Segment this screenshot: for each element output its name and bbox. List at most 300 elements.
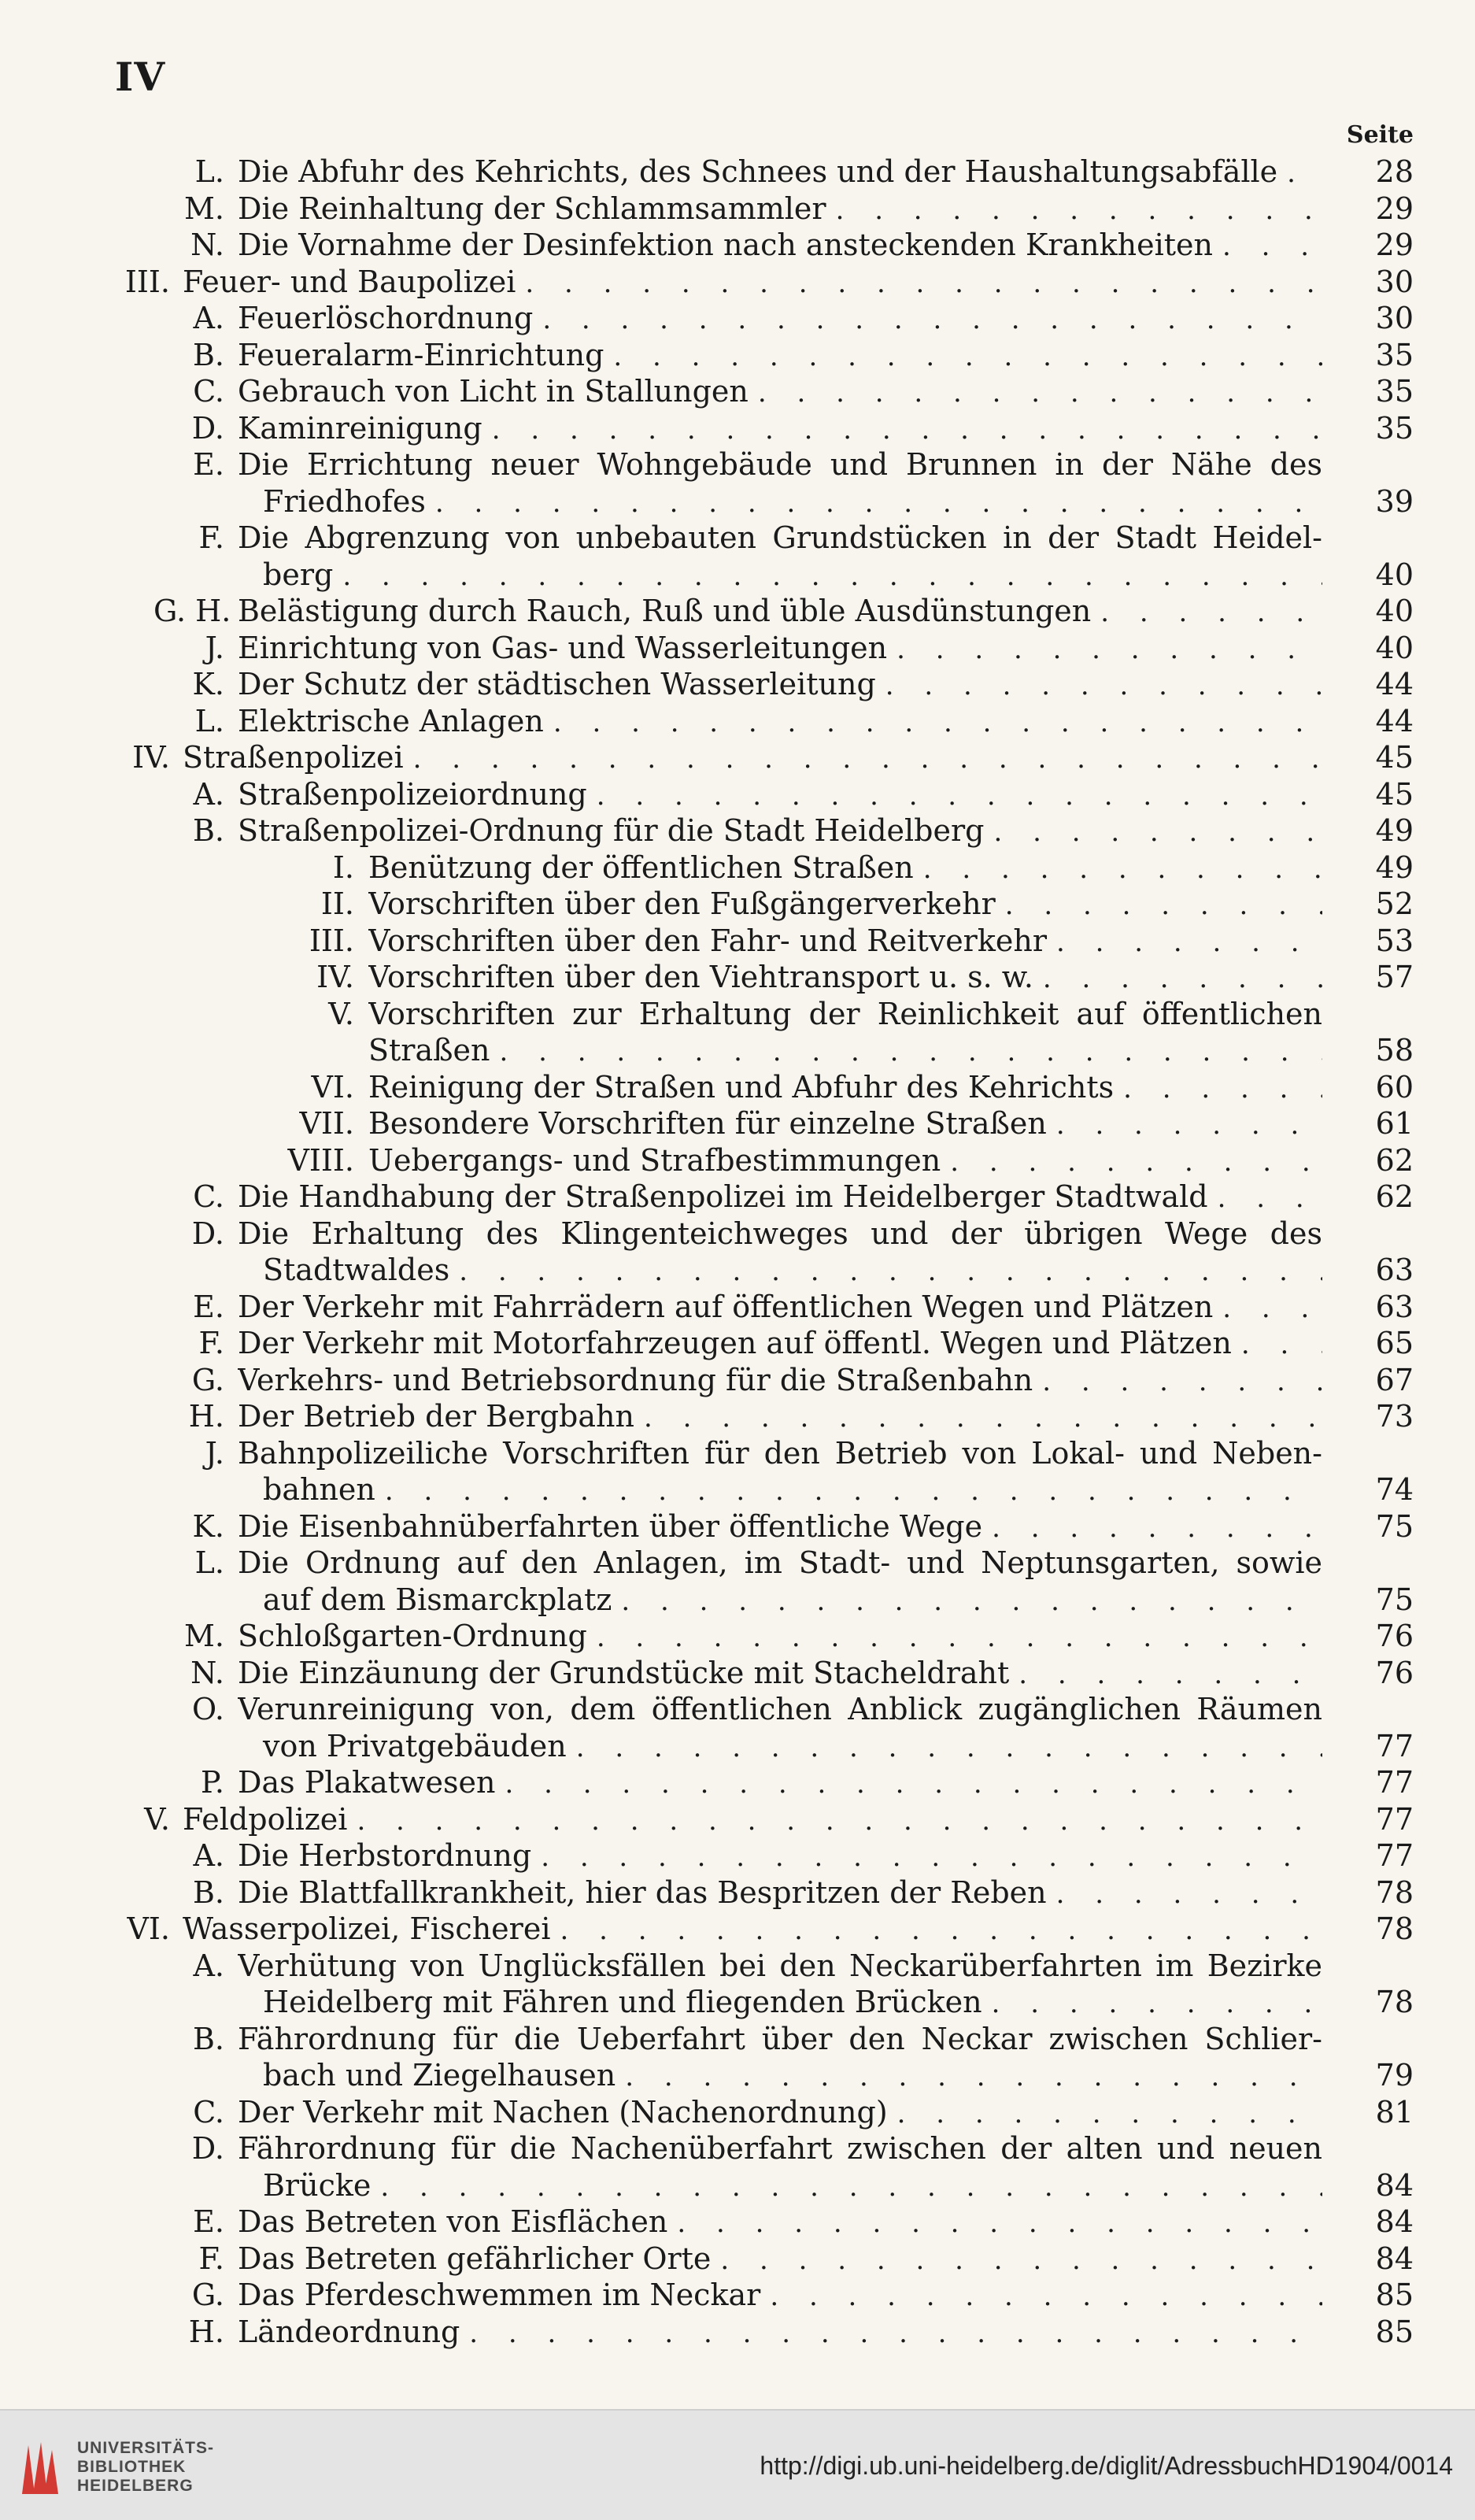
- toc-entry-text: Vorschriften über den Fußgängerverkehr: [368, 886, 996, 921]
- toc-entry-text: Bahnpolizeiliche Vorschriften für den Betrieb von Lokal- und Neben-: [238, 1435, 1322, 1471]
- toc-entry-label: VI.: [311, 1069, 354, 1105]
- toc-entry-page-number: 84: [1375, 2241, 1414, 2276]
- toc-entry: [0, 1398, 1475, 1435]
- toc-entry-page-number: 58: [1375, 1033, 1414, 1068]
- toc-entry-title: [238, 666, 1322, 703]
- toc-entry-text: Kaminreinigung: [238, 410, 482, 446]
- toc-entry: [0, 337, 1475, 374]
- toc-entry-page-number: 49: [1375, 813, 1414, 848]
- toc-entry: [0, 300, 1475, 337]
- leader-dots: [1213, 1290, 1322, 1326]
- toc-entry-title: [238, 2130, 1322, 2204]
- leader-dots: [616, 2059, 1322, 2094]
- toc-entry-label: O.: [191, 1692, 224, 1726]
- toc-entry-text: Das Plakatwesen: [238, 1765, 496, 1800]
- toc-entry-line: [238, 630, 1322, 667]
- toc-entry: [0, 154, 1475, 191]
- toc-entry-page-number: 35: [1375, 374, 1414, 409]
- leader-dots: [333, 558, 1322, 594]
- leader-dots: [460, 2315, 1322, 2351]
- toc-entry-line: [368, 1069, 1322, 1106]
- leader-dots: [888, 2096, 1322, 2131]
- toc-entry-line: [238, 2130, 1322, 2167]
- toc-entry-text: von Privatgebäuden: [263, 1728, 567, 1763]
- toc-entry-title: [238, 300, 1322, 337]
- toc-entry-title: [238, 227, 1322, 264]
- toc-entry-line: [238, 191, 1322, 228]
- toc-entry-text: Verhütung von Unglücksfällen bei den Neckarüberfahrten im Bezirke: [238, 1948, 1322, 1983]
- toc-entry-label: VII.: [299, 1106, 354, 1141]
- toc-entry-label: F.: [198, 2241, 224, 2276]
- toc-entry-text: Fährordnung für die Ueberfahrt über den Neckar zwischen Schlier-: [238, 2021, 1322, 2056]
- leader-dots: [711, 2242, 1322, 2278]
- toc-entry: [0, 1618, 1475, 1655]
- leader-dots: [1033, 960, 1322, 996]
- toc-entry-label: A.: [193, 301, 224, 335]
- toc-entry-text: Besondere Vorschriften für einzelne Straßen: [368, 1106, 1047, 1141]
- toc-entry-label: M.: [184, 191, 224, 226]
- toc-entry-title: [183, 1801, 1322, 1838]
- toc-entry-label: A.: [193, 776, 224, 812]
- toc-entry-line: [238, 2314, 1322, 2351]
- leader-dots: [941, 1144, 1322, 1179]
- table-of-contents: [0, 154, 1475, 2350]
- toc-entry-page-number: 44: [1375, 667, 1414, 701]
- toc-entry-text: Der Verkehr mit Fahrrädern auf öffentlichen Wegen und Plätzen: [238, 1289, 1214, 1324]
- toc-entry-label: I.: [332, 849, 354, 885]
- toc-entry-text: Der Betrieb der Bergbahn: [238, 1399, 634, 1434]
- toc-entry: [0, 2130, 1475, 2204]
- leader-dots: [1009, 1656, 1322, 1692]
- toc-entry: [0, 1948, 1475, 2021]
- leader-dots: [587, 778, 1322, 813]
- toc-entry-line: [238, 2204, 1322, 2241]
- leader-dots: [533, 302, 1322, 337]
- toc-entry-line: [368, 1142, 1322, 1179]
- toc-entry-text: Die Einzäunung der Grundstücke mit Stacheldraht: [238, 1655, 1010, 1690]
- leader-dots: [982, 1510, 1322, 1545]
- toc-entry-line: [238, 1289, 1322, 1326]
- toc-entry: [0, 2314, 1475, 2351]
- toc-entry-page-number: 28: [1375, 154, 1414, 189]
- toc-entry-text: Straßenpolizei-Ordnung für die Stadt Heidelberg: [238, 813, 985, 848]
- toc-entry: [0, 410, 1475, 447]
- toc-entry-page-number: 79: [1375, 2058, 1414, 2093]
- toc-entry-page-number: 62: [1375, 1179, 1414, 1214]
- toc-entry-label: P.: [201, 1765, 224, 1800]
- toc-entry-line: [238, 1398, 1322, 1435]
- toc-entry-title: [238, 2094, 1322, 2131]
- toc-entry-label: G. H.: [153, 594, 231, 628]
- leader-dots: [371, 2169, 1322, 2204]
- library-logo-text: [77, 2439, 214, 2496]
- leader-dots: [760, 2278, 1322, 2314]
- toc-entry-line: [238, 520, 1322, 557]
- toc-entry-label: B.: [192, 337, 224, 372]
- toc-entry-text: Feuerlöschordnung: [238, 301, 534, 335]
- toc-entry-title: [368, 1105, 1322, 1142]
- toc-entry-text: Die Abgrenzung von unbebauten Grundstücken in der Stadt Heidel-: [238, 520, 1322, 555]
- leader-dots: [347, 1803, 1322, 1838]
- toc-entry-page-number: 29: [1375, 228, 1414, 262]
- leader-dots: [826, 192, 1322, 228]
- toc-entry: [0, 923, 1475, 960]
- toc-entry-label: V.: [328, 996, 354, 1031]
- toc-entry-line: [238, 300, 1322, 337]
- leader-dots: [1208, 1180, 1322, 1216]
- toc-entry: [0, 1911, 1475, 1948]
- toc-entry: [0, 1142, 1475, 1179]
- toc-entry-title: [238, 191, 1322, 228]
- logo-line: UNIVERSITÄTS-: [77, 2439, 215, 2457]
- toc-entry-text: Der Verkehr mit Motorfahrzeugen auf öffentl. Wegen und Plätzen: [238, 1326, 1232, 1360]
- toc-entry: [0, 996, 1475, 1069]
- toc-entry: [0, 2241, 1475, 2278]
- toc-entry: [0, 264, 1475, 301]
- toc-entry-line: [238, 1582, 1322, 1619]
- toc-entry: [0, 446, 1475, 520]
- toc-entry-text: Die Errichtung neuer Wohngebäude und Brunnen in der Nähe des: [238, 447, 1322, 482]
- toc-entry-label: L.: [194, 1545, 224, 1580]
- leader-dots: [550, 1912, 1322, 1948]
- toc-entry: [0, 1325, 1475, 1362]
- toc-entry-page-number: 65: [1375, 1326, 1414, 1360]
- toc-entry-title: [238, 2277, 1322, 2314]
- toc-entry-text: Heidelberg mit Fähren und fliegenden Brücken: [263, 1985, 982, 2019]
- toc-entry-title: [238, 1764, 1322, 1801]
- toc-entry-line: [368, 996, 1322, 1033]
- toc-entry: [0, 1764, 1475, 1801]
- toc-entry: [0, 666, 1475, 703]
- toc-entry-label: E.: [193, 1289, 224, 1324]
- toc-entry-title: [368, 996, 1322, 1069]
- toc-entry-label: N.: [190, 228, 224, 262]
- toc-entry-text: Vorschriften über den Viehtransport u. s. w.: [368, 960, 1033, 994]
- leader-dots: [490, 1034, 1322, 1069]
- toc-entry-text: Ländeordnung: [238, 2314, 460, 2349]
- toc-entry: [0, 1655, 1475, 1692]
- leader-dots: [587, 1619, 1322, 1655]
- toc-entry-page-number: 78: [1375, 1874, 1414, 1910]
- toc-entry-text: Benützung der öffentlichen Straßen: [368, 849, 914, 885]
- toc-entry-line: [238, 1508, 1322, 1545]
- toc-entry: [0, 191, 1475, 228]
- logo-line: HEIDELBERG: [77, 2477, 194, 2495]
- toc-entry-page-number: 76: [1375, 1619, 1414, 1653]
- toc-entry-title: [368, 1142, 1322, 1179]
- leader-dots: [496, 1766, 1322, 1801]
- toc-entry-page-number: 40: [1375, 594, 1414, 628]
- toc-entry-title: [368, 959, 1322, 996]
- toc-entry: [0, 703, 1475, 740]
- toc-entry-page-number: 40: [1375, 557, 1414, 592]
- page-column-label: Seite: [1346, 121, 1414, 149]
- toc-entry-page-number: 45: [1375, 740, 1414, 775]
- toc-entry-label: K.: [192, 667, 224, 701]
- footer-bar: [0, 2409, 1475, 2520]
- toc-entry-page-number: 77: [1375, 1728, 1414, 1763]
- toc-entry-page-number: 63: [1375, 1289, 1414, 1324]
- toc-entry-title: [238, 154, 1322, 191]
- toc-entry: [0, 1691, 1475, 1764]
- toc-entry-line: [238, 2277, 1322, 2314]
- toc-entry-title: [238, 520, 1322, 593]
- toc-entry-text: Stadtwaldes: [263, 1253, 450, 1287]
- toc-entry-line: [368, 1032, 1322, 1069]
- toc-entry-text: Das Pferdeschwemmen im Neckar: [238, 2278, 761, 2312]
- toc-entry-line: [238, 1655, 1322, 1692]
- toc-entry-line: [183, 1801, 1322, 1838]
- toc-entry: [0, 812, 1475, 849]
- toc-entry-text: Die Ordnung auf den Anlagen, im Stadt- und Neptunsgarten, sowie: [238, 1545, 1322, 1580]
- leader-dots: [604, 339, 1322, 374]
- toc-entry-page-number: 84: [1375, 2167, 1414, 2203]
- toc-entry-label: II.: [320, 886, 354, 921]
- toc-entry-text: Fährordnung für die Nachenüberfahrt zwischen der alten und neuen: [238, 2131, 1322, 2166]
- toc-entry-page-number: 84: [1375, 2204, 1414, 2239]
- toc-entry-title: [238, 703, 1322, 740]
- toc-entry-title: [183, 1911, 1322, 1948]
- leader-dots: [1047, 1876, 1322, 1911]
- leader-dots: [375, 1473, 1322, 1508]
- toc-entry-title: [238, 1508, 1322, 1545]
- toc-entry-label: K.: [192, 1508, 224, 1544]
- toc-entry-line: [368, 1105, 1322, 1142]
- toc-entry-text: Das Betreten gefährlicher Orte: [238, 2241, 712, 2276]
- toc-entry-line: [238, 154, 1322, 191]
- leader-dots: [1091, 594, 1322, 630]
- toc-entry: [0, 2277, 1475, 2314]
- toc-entry-text: Straßen: [368, 1033, 490, 1068]
- leader-dots: [887, 631, 1322, 667]
- toc-entry-page-number: 78: [1375, 1911, 1414, 1946]
- toc-entry-line: [238, 1179, 1322, 1216]
- toc-entry-line: [238, 1471, 1322, 1508]
- toc-entry-text: Vorschriften zur Erhaltung der Reinlichkeit auf öffentlichen: [368, 996, 1322, 1031]
- toc-entry-title: [238, 2021, 1322, 2094]
- toc-entry-label: A.: [193, 1838, 224, 1873]
- toc-entry-label: B.: [192, 2021, 224, 2056]
- toc-entry-title: [238, 446, 1322, 520]
- toc-entry-page-number: 39: [1375, 483, 1414, 519]
- toc-entry-page-number: 60: [1375, 1069, 1414, 1105]
- toc-entry-line: [238, 703, 1322, 740]
- toc-entry: [0, 1435, 1475, 1508]
- toc-entry-text: Einrichtung von Gas- und Wasserleitungen: [238, 630, 888, 665]
- toc-entry-label: E.: [193, 2204, 224, 2239]
- toc-entry-line: [183, 739, 1322, 776]
- toc-entry-title: [238, 337, 1322, 374]
- toc-entry-line: [238, 1691, 1322, 1728]
- ub-heidelberg-logo-icon: [17, 2439, 61, 2497]
- toc-entry-page-number: 67: [1375, 1362, 1414, 1397]
- toc-entry-line: [238, 1837, 1322, 1874]
- toc-entry-line: [238, 812, 1322, 849]
- toc-entry: [0, 593, 1475, 630]
- leader-dots: [1033, 1364, 1322, 1399]
- toc-entry-title: [238, 410, 1322, 447]
- toc-entry-label: F.: [198, 520, 224, 555]
- leader-dots: [449, 1253, 1322, 1289]
- toc-entry-page-number: 76: [1375, 1655, 1414, 1690]
- toc-entry-text: Straßenpolizei: [183, 740, 404, 775]
- toc-entry-page-number: 81: [1375, 2094, 1414, 2130]
- toc-entry-text: Die Reinhaltung der Schlammsammler: [238, 191, 826, 226]
- toc-entry-page-number: 35: [1375, 337, 1414, 372]
- toc-entry-title: [238, 593, 1322, 630]
- source-url-link[interactable]: http://digi.ub.uni-heidelberg.de/diglit/AdressbuchHD1904/0014: [760, 2452, 1453, 2480]
- leader-dots: [404, 741, 1322, 776]
- toc-entry-label: B.: [192, 813, 224, 848]
- toc-entry-page-number: 49: [1375, 849, 1414, 885]
- toc-entry-label: L.: [194, 154, 224, 189]
- toc-entry-page-number: 74: [1375, 1472, 1414, 1507]
- toc-entry-label: N.: [190, 1655, 224, 1690]
- toc-entry-label: C.: [193, 374, 224, 409]
- toc-entry-line: [238, 2021, 1322, 2058]
- toc-entry-text: Die Herbstordnung: [238, 1838, 532, 1873]
- toc-entry-page-number: 77: [1375, 1765, 1414, 1800]
- toc-entry-page-number: 63: [1375, 1253, 1414, 1287]
- toc-entry-title: [238, 1545, 1322, 1618]
- toc-entry-line: [238, 1618, 1322, 1655]
- toc-entry-label: H.: [188, 2314, 224, 2349]
- toc-entry-page-number: 45: [1375, 776, 1414, 812]
- toc-entry-label: B.: [192, 1874, 224, 1910]
- leader-dots: [876, 668, 1322, 703]
- toc-entry: [0, 1179, 1475, 1216]
- toc-entry-label: J.: [205, 630, 224, 665]
- toc-entry-line: [238, 1874, 1322, 1911]
- toc-entry-text: Der Schutz der städtischen Wasserleitung: [238, 667, 876, 701]
- toc-entry-title: [238, 1216, 1322, 1289]
- toc-entry-line: [368, 849, 1322, 886]
- toc-entry-page-number: 77: [1375, 1838, 1414, 1873]
- toc-entry-line: [238, 373, 1322, 410]
- toc-entry: [0, 1362, 1475, 1399]
- toc-entry-title: [238, 2314, 1322, 2351]
- toc-entry-text: Die Handhabung der Straßenpolizei im Heidelberger Stadtwald: [238, 1179, 1208, 1214]
- toc-entry-line: [238, 1728, 1322, 1765]
- toc-entry-title: [238, 1398, 1322, 1435]
- toc-entry-page-number: 30: [1375, 301, 1414, 335]
- toc-entry-line: [238, 2241, 1322, 2278]
- toc-entry-title: [368, 1069, 1322, 1106]
- toc-entry-text: Straßenpolizeiordnung: [238, 776, 587, 812]
- toc-entry-line: [238, 337, 1322, 374]
- toc-entry-text: Verkehrs- und Betriebsordnung für die Straßenbahn: [238, 1362, 1033, 1397]
- toc-entry-text: Gebrauch von Licht in Stallungen: [238, 374, 749, 409]
- toc-entry-line: [238, 776, 1322, 813]
- toc-entry-label: G.: [191, 1362, 224, 1397]
- toc-entry-line: [183, 1911, 1322, 1948]
- toc-entry-text: Friedhofes: [263, 483, 426, 519]
- toc-entry-text: Schloßgarten-Ordnung: [238, 1619, 587, 1653]
- leader-dots: [426, 485, 1322, 520]
- toc-entry-line: [238, 1252, 1322, 1289]
- toc-entry-page-number: 40: [1375, 630, 1414, 665]
- toc-entry-text: Uebergangs- und Strafbestimmungen: [368, 1142, 941, 1178]
- toc-entry: [0, 2021, 1475, 2094]
- toc-entry-text: Brücke: [263, 2167, 372, 2203]
- leader-dots: [984, 814, 1322, 849]
- toc-entry-title: [238, 1948, 1322, 2021]
- toc-entry-page-number: 52: [1375, 886, 1414, 921]
- toc-entry-label: VI.: [127, 1911, 170, 1946]
- toc-entry: [0, 1216, 1475, 1289]
- toc-entry: [0, 2204, 1475, 2241]
- leader-dots: [1047, 924, 1322, 960]
- toc-entry-label: H.: [188, 1399, 224, 1434]
- toc-entry-line: [238, 1362, 1322, 1399]
- toc-entry-title: [238, 630, 1322, 667]
- toc-entry-line: [238, 2094, 1322, 2131]
- logo-line: BIBLIOTHEK: [77, 2458, 187, 2476]
- toc-entry-label: G.: [191, 2278, 224, 2312]
- leader-dots: [1114, 1071, 1322, 1106]
- toc-entry-label: E.: [193, 447, 224, 482]
- toc-entry: [0, 1545, 1475, 1618]
- toc-entry-title: [183, 264, 1322, 301]
- toc-entry-text: Elektrische Anlagen: [238, 703, 544, 738]
- toc-entry-line: [238, 1984, 1322, 2021]
- leader-dots: [749, 375, 1322, 410]
- toc-entry-title: [238, 2241, 1322, 2278]
- toc-entry-text: Wasserpolizei, Fischerei: [183, 1911, 551, 1946]
- toc-entry-line: [238, 2167, 1322, 2204]
- toc-entry-title: [238, 1325, 1322, 1362]
- toc-entry-title: [238, 1362, 1322, 1399]
- toc-entry-label: IV.: [316, 960, 354, 994]
- leader-dots: [667, 2205, 1322, 2241]
- toc-entry-line: [238, 557, 1322, 594]
- toc-entry-title: [238, 1179, 1322, 1216]
- toc-entry-page-number: 85: [1375, 2314, 1414, 2349]
- leader-dots: [914, 851, 1322, 886]
- toc-entry-text: bahnen: [263, 1472, 375, 1507]
- toc-entry-title: [238, 373, 1322, 410]
- toc-entry-label: III.: [124, 264, 170, 299]
- toc-entry-text: berg: [263, 557, 334, 592]
- toc-entry-text: bach und Ziegelhausen: [263, 2058, 616, 2093]
- toc-entry-title: [368, 886, 1322, 923]
- toc-entry-line: [368, 923, 1322, 960]
- toc-entry-page-number: 44: [1375, 703, 1414, 738]
- toc-entry-text: Feueralarm-Einrichtung: [238, 337, 604, 372]
- toc-entry-text: Verunreinigung von, dem öffentlichen Anblick zugänglichen Räumen: [238, 1692, 1322, 1726]
- toc-entry-page-number: 29: [1375, 191, 1414, 226]
- toc-entry-title: [238, 1289, 1322, 1326]
- toc-entry-line: [238, 1325, 1322, 1362]
- toc-entry-title: [368, 923, 1322, 960]
- toc-entry: [0, 2094, 1475, 2131]
- toc-entry-title: [183, 739, 1322, 776]
- leader-dots: [482, 412, 1322, 447]
- leader-dots: [996, 887, 1322, 923]
- toc-entry-text: Vorschriften über den Fahr- und Reitverkehr: [368, 923, 1047, 958]
- leader-dots: [531, 1839, 1322, 1874]
- toc-entry-line: [238, 483, 1322, 520]
- toc-entry: [0, 1874, 1475, 1911]
- toc-entry-line: [238, 2057, 1322, 2094]
- toc-entry-label: D.: [191, 1216, 224, 1251]
- toc-entry-label: J.: [205, 1435, 224, 1471]
- toc-entry-text: Die Vornahme der Desinfektion nach ansteckenden Krankheiten: [238, 228, 1214, 262]
- toc-entry-page-number: 35: [1375, 410, 1414, 446]
- toc-entry-label: IV.: [132, 740, 170, 775]
- toc-entry: [0, 1289, 1475, 1326]
- toc-entry-text: Die Erhaltung des Klingenteichweges und der übrigen Wege des: [238, 1216, 1322, 1251]
